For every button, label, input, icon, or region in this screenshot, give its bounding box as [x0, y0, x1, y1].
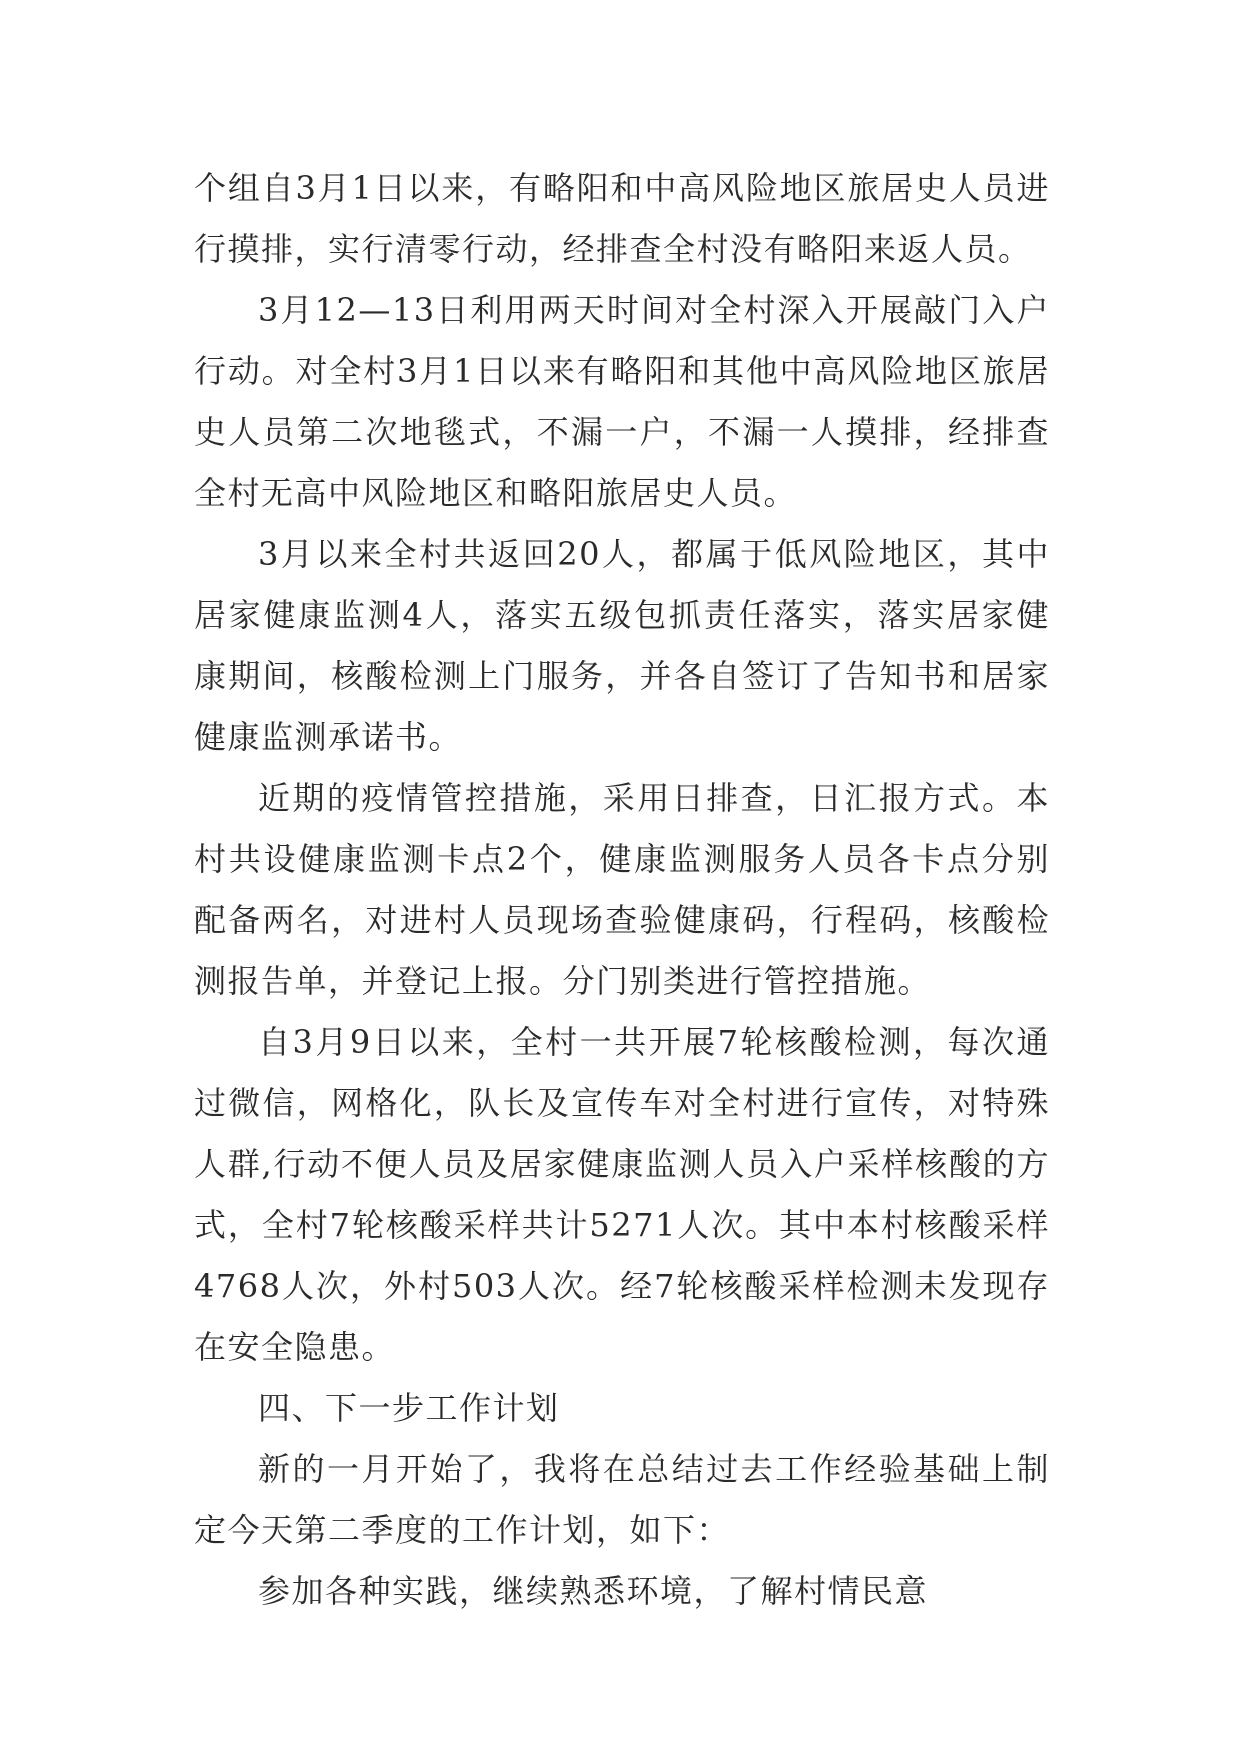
paragraph-nucleic-testing: 自3月9日以来，全村一共开展7轮核酸检测，每次通过微信，网格化，队长及宣传车对全村进行宣传，对特殊人群,行动不便人员及居家健康监测人员入户采样核酸的方式，全村7轮核酸采样共计5271人次。其中本村核酸采样4768人次，外村503人次。经7轮核酸采样检测未发现存在安全隐患。: [194, 1023, 1050, 1366]
paragraph-returnees: 3月以来全村共返回20人，都属于低风险地区，其中居家健康监测4人，落实五级包抓责任落实，落实居家健康期间，核酸检测上门服务，并各自签订了告知书和居家健康监测承诺书。: [194, 535, 1050, 756]
document-body: [194, 158, 1050, 1622]
paragraph-continued: 个组自3月1日以来，有略阳和中高风险地区旅居史人员进行摸排，实行清零行动，经排查全村没有略阳来返人员。: [194, 169, 1050, 268]
paragraph-plan-item: 参加各种实践，继续熟悉环境，了解村情民意: [258, 1572, 929, 1610]
paragraph-control-measures: 近期的疫情管控措施，采用日排查，日汇报方式。本村共设健康监测卡点2个，健康监测服务人员各卡点分别配备两名，对进村人员现场查验健康码，行程码，核酸检测报告单，并登记上报。分门别类进行管控措施。: [194, 779, 1050, 1000]
paragraph-door-to-door: 3月12—13日利用两天时间对全村深入开展敲门入户行动。对全村3月1日以来有略阳和其他中高风险地区旅居史人员第二次地毯式，不漏一户，不漏一人摸排，经排查全村无高中风险地区和略阳旅居史人员。: [194, 291, 1050, 512]
paragraph-plan-intro: 新的一月开始了，我将在总结过去工作经验基础上制定今天第二季度的工作计划，如下：: [194, 1450, 1050, 1549]
section-heading-next-plan: 四、下一步工作计划: [258, 1389, 560, 1427]
